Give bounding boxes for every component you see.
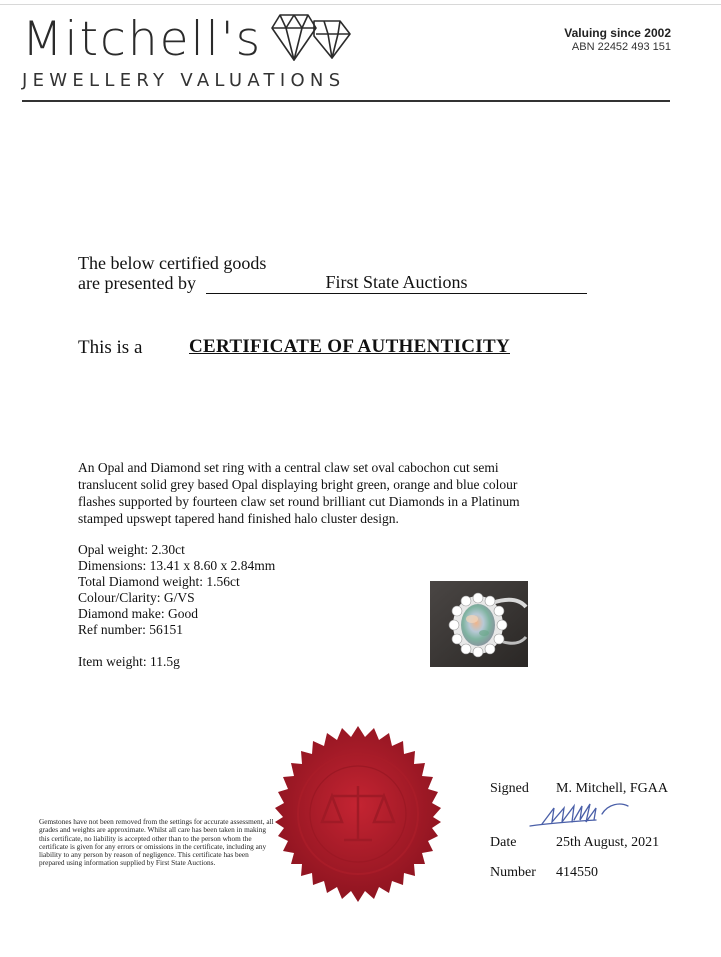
- abn-number: ABN 22452 493 151: [571, 41, 671, 53]
- spec-opal-weight: Opal weight: 2.30ct: [78, 542, 185, 557]
- spec-colour-clarity: Colour/Clarity: G/VS: [78, 590, 195, 605]
- wax-seal: [268, 724, 448, 904]
- handwritten-signature: [524, 798, 634, 834]
- item-description: An Opal and Diamond set ring with a central claw set oval cabochon cut semi translucent solid grey based Opal displaying bright green, orange and blue colour flashes supported by fourteen claw set round brilliant cut Diamonds in a Platinum stamped upswept tapered hand finished halo cluster design.: [78, 460, 520, 526]
- tagline: Valuing since 2002: [564, 26, 671, 40]
- top-border: [0, 4, 721, 5]
- spec-ref-number: Ref number: 56151: [78, 622, 183, 637]
- signed-name: M. Mitchell, FGAA: [556, 781, 668, 796]
- certificate-number: 414550: [556, 865, 598, 880]
- signed-label: Signed: [490, 781, 529, 796]
- date-label: Date: [490, 835, 517, 850]
- item-weight: Item weight: 11.5g: [78, 654, 180, 669]
- ring-photo: [430, 581, 528, 667]
- spec-diamond-weight: Total Diamond weight: 1.56ct: [78, 574, 240, 589]
- disclaimer-text: Gemstones have not been removed from the settings for accurate assessment, all grades and weights are approximate. Whilst all care has been taken in making this certificate, no liability is accepted other than to the person whom the certificate is given for any errors or omissions in the certificate, including any liability to any person by reason of negligence. This certificate has been prepared using information supplied by First State Auctions.: [39, 817, 274, 868]
- certificate-title: CERTIFICATE OF AUTHENTICITY: [189, 336, 510, 357]
- brand-subtitle: JEWELLERY VALUATIONS: [22, 70, 346, 91]
- header-divider: [22, 100, 670, 102]
- date-value: 25th August, 2021: [556, 835, 660, 850]
- intro-line-1: The below certified goods: [78, 253, 267, 273]
- spec-diamond-make: Diamond make: Good: [78, 606, 198, 621]
- brand-name: Mitchell's: [22, 12, 263, 67]
- intro-line-2: are presented by: [78, 273, 196, 293]
- number-label: Number: [490, 865, 536, 880]
- certificate-prefix: This is a: [78, 337, 143, 358]
- spec-dimensions: Dimensions: 13.41 x 8.60 x 2.84mm: [78, 558, 276, 573]
- diamond-outline-icon: [270, 12, 354, 64]
- presenter-name: First State Auctions: [206, 273, 587, 294]
